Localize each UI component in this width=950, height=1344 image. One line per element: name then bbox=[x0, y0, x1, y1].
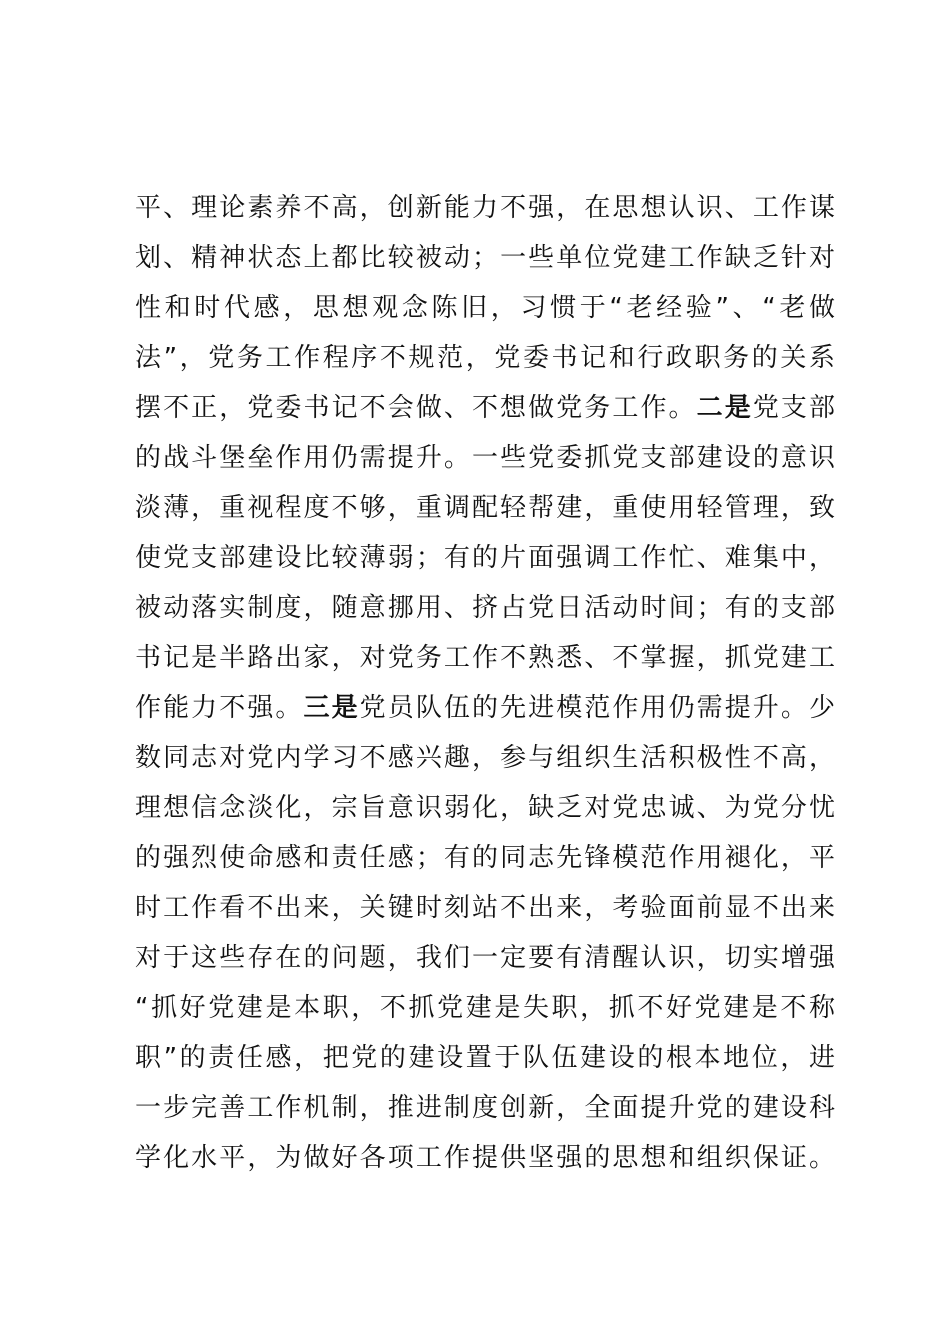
text-run: 的强烈使命感和责任感；有的同志先锋模范作用褪化，平 bbox=[135, 843, 835, 873]
text-run: 被动落实制度，随意挪用、挤占党日活动时间；有的支部 bbox=[135, 593, 835, 623]
text-line bbox=[135, 233, 835, 283]
text-line bbox=[135, 433, 835, 483]
text-run: 的战斗堡垒作用仍需提升。一些党委抓党支部建设的意识 bbox=[135, 443, 835, 473]
text-line bbox=[135, 783, 835, 833]
bold-text-run: 二是 bbox=[696, 393, 753, 423]
text-line bbox=[135, 1083, 835, 1133]
text-line bbox=[135, 283, 835, 333]
text-line bbox=[135, 483, 835, 533]
text-run: 一步完善工作机制，推进制度创新，全面提升党的建设科 bbox=[135, 1093, 835, 1123]
text-run: 数同志对党内学习不感兴趣，参与组织生活积极性不高， bbox=[135, 743, 835, 773]
text-run: 理想信念淡化，宗旨意识弱化，缺乏对党忠诚、为党分忧 bbox=[135, 793, 835, 823]
bold-text-run: 三是 bbox=[303, 693, 360, 723]
text-line bbox=[135, 333, 835, 383]
text-run: 法”，党务工作程序不规范，党委书记和行政职务的关系 bbox=[135, 343, 835, 373]
text-run: 使党支部建设比较薄弱；有的片面强调工作忙、难集中， bbox=[135, 543, 835, 573]
text-run: 学化水平，为做好各项工作提供坚强的思想和组织保证。 bbox=[135, 1143, 835, 1173]
text-run: 党员队伍的先进模范作用仍需提升。少 bbox=[359, 693, 835, 723]
text-run: 作能力不强。 bbox=[135, 693, 304, 723]
text-run: 性和时代感，思想观念陈旧，习惯于“老经验”、“老做 bbox=[135, 293, 835, 323]
text-run: 平、理论素养不高，创新能力不强，在思想认识、工作谋 bbox=[135, 193, 835, 223]
document-body bbox=[135, 183, 835, 1183]
text-line bbox=[135, 1133, 835, 1183]
text-line bbox=[135, 833, 835, 883]
text-run: 划、精神状态上都比较被动；一些单位党建工作缺乏针对 bbox=[135, 243, 835, 273]
text-run: 对于这些存在的问题，我们一定要有清醒认识，切实增强 bbox=[135, 943, 835, 973]
text-run: “抓好党建是本职，不抓党建是失职，抓不好党建是不称 bbox=[135, 993, 835, 1023]
text-line bbox=[135, 633, 835, 683]
text-run: 党支部 bbox=[752, 393, 835, 423]
text-run: 时工作看不出来，关键时刻站不出来，考验面前显不出来 bbox=[135, 893, 835, 923]
text-line bbox=[135, 183, 835, 233]
text-line bbox=[135, 1033, 835, 1083]
text-run: 淡薄，重视程度不够，重调配轻帮建，重使用轻管理，致 bbox=[135, 493, 835, 523]
text-line bbox=[135, 983, 835, 1033]
text-line bbox=[135, 683, 835, 733]
text-run: 摆不正，党委书记不会做、不想做党务工作。 bbox=[135, 393, 697, 423]
text-line bbox=[135, 883, 835, 933]
text-run: 职”的责任感，把党的建设置于队伍建设的根本地位，进 bbox=[135, 1043, 835, 1073]
text-line bbox=[135, 733, 835, 783]
text-line bbox=[135, 533, 835, 583]
text-line bbox=[135, 383, 835, 433]
text-line bbox=[135, 583, 835, 633]
text-run: 书记是半路出家，对党务工作不熟悉、不掌握，抓党建工 bbox=[135, 643, 835, 673]
text-line bbox=[135, 933, 835, 983]
